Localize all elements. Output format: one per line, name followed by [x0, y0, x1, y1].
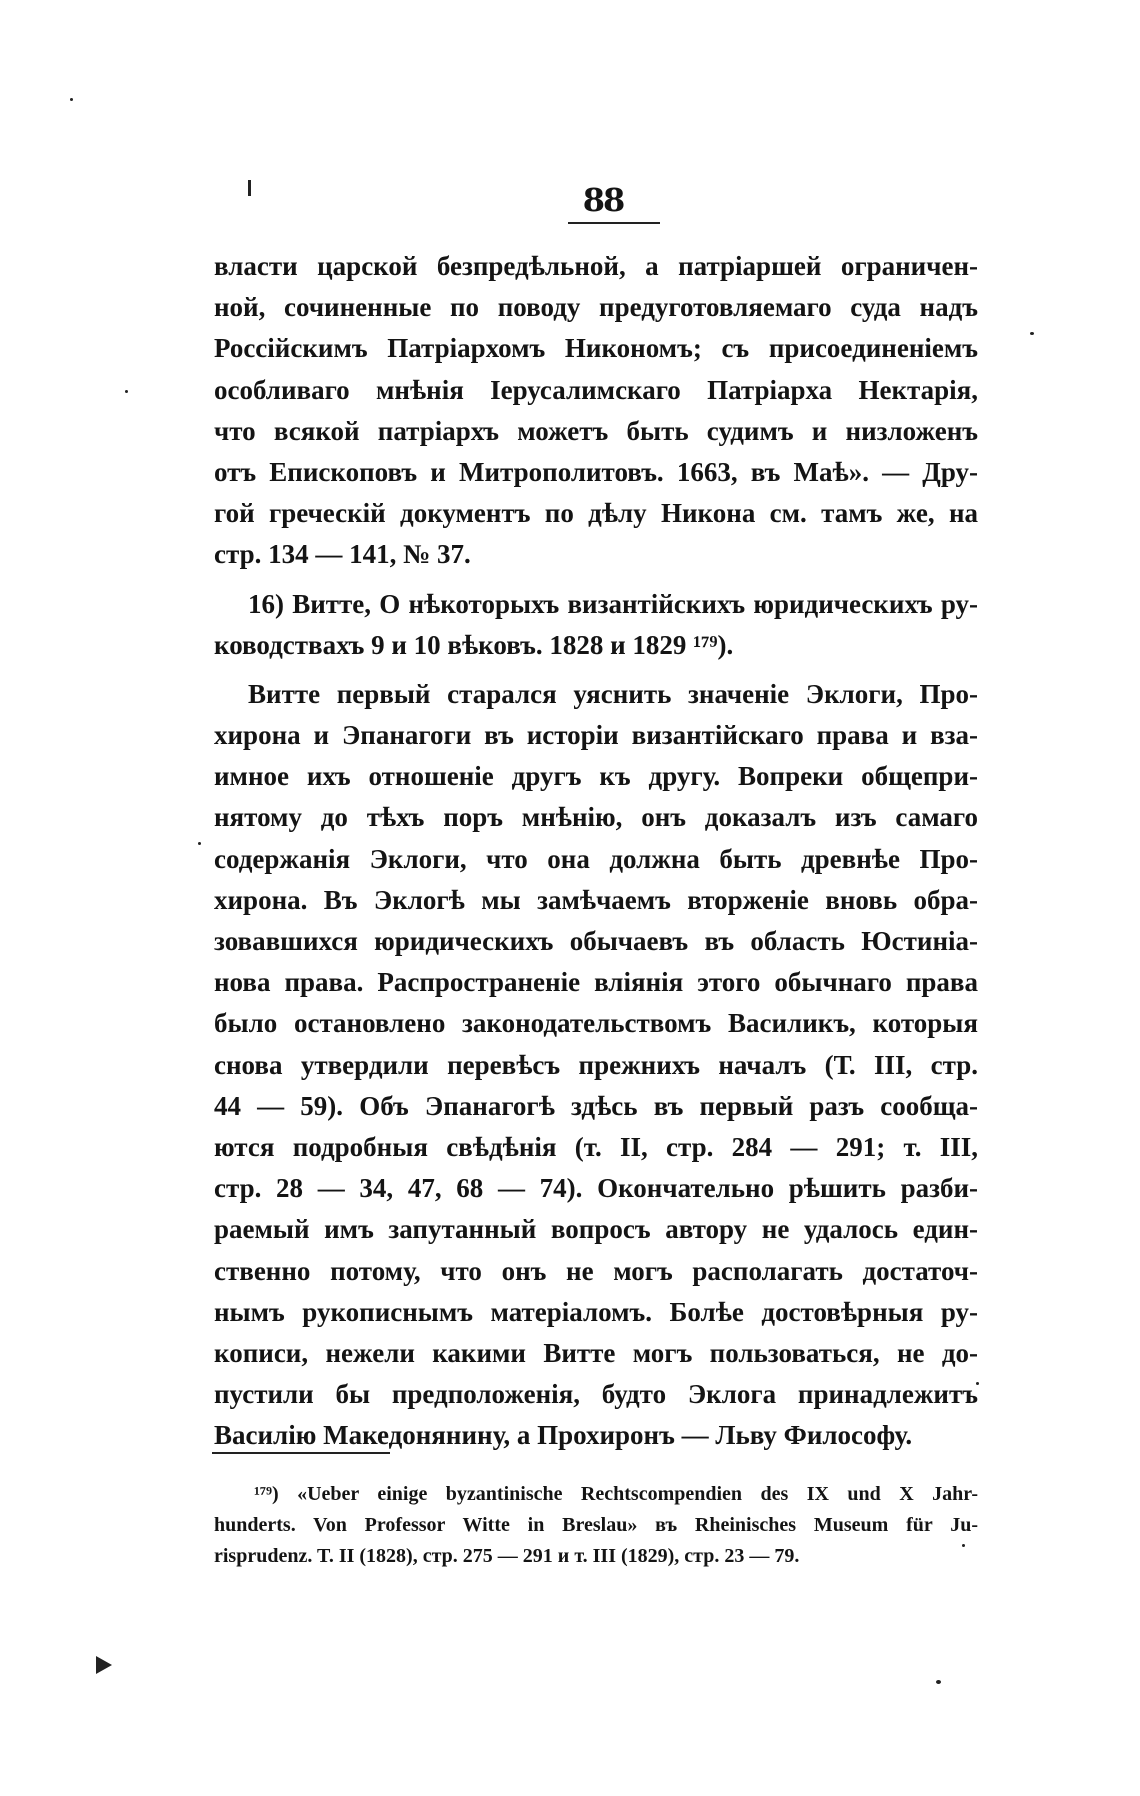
scan-speck: [936, 1680, 941, 1684]
text-line: стр. 134 — 141, № 37.: [214, 539, 471, 570]
paragraph-line: Василію Македонянину, а Прохиронъ — Льву Философу.: [214, 1420, 913, 1451]
text-line: гой греческій документъ по дѣлу Никона см. тамъ же, на: [214, 498, 978, 529]
footnote-rule: [212, 1452, 390, 1454]
margin-arrow-icon: [96, 1656, 112, 1674]
paragraph-line: хирона. Въ Эклогѣ мы замѣчаемъ вторженіе вновь обра-: [214, 884, 978, 915]
paragraph-line: стр. 28 — 34, 47, 68 — 74). Окончательно рѣшить разби-: [214, 1173, 978, 1204]
text-line: ной, сочиненные по поводу предуготовляемаго суда надъ: [214, 292, 978, 323]
paragraph-line: нова права. Распространеніе вліянія этого обычнаго права: [214, 967, 978, 998]
paragraph-line: раемый имъ запутанный вопросъ автору не удалось един-: [214, 1214, 978, 1245]
paragraph-line: кописи, нежели какими Витте могъ пользоваться, не до-: [214, 1337, 978, 1368]
paragraph-line: было остановлено законодательствомъ Василикъ, которыя: [214, 1008, 978, 1039]
footnote-block: [214, 1479, 978, 1572]
paragraph-line: хирона и Эпанагоги въ исторіи византійскаго права и вза-: [214, 720, 978, 751]
paragraph-line: пустили бы предположенія, будто Эклога принадлежитъ: [214, 1379, 978, 1410]
paragraph-line: зовавшихся юридическихъ обычаевъ въ область Юстиніа-: [214, 926, 978, 956]
scan-speck: [125, 390, 128, 393]
paragraph-line: нымъ рукописнымъ матеріаломъ. Болѣе достовѣрныя ру-: [214, 1296, 978, 1327]
paragraph-line: нятому до тѣхъ поръ мнѣнію, онъ доказалъ изъ самаго: [214, 802, 978, 833]
main-text: [214, 246, 978, 1456]
paragraph-line: ственно потому, что онъ не могъ располагать достаточ-: [214, 1255, 978, 1286]
paragraph-line: ются подробныя свѣдѣнія (т. II, стр. 284 — 291; т. III,: [214, 1131, 978, 1162]
header-rule: [568, 222, 660, 224]
text-line: власти царской безпредѣльной, а патріаршей ограничен-: [214, 251, 978, 281]
paragraph-line: снова утвердили перевѣсъ прежнихъ началъ (Т. III, стр.: [214, 1049, 978, 1080]
footnote-line: hunderts. Von Professor Witte in Breslau» въ Rheinisches Museum für Ju-: [214, 1514, 978, 1536]
text-line: что всякой патріархъ можетъ быть судимъ и низложенъ: [214, 415, 978, 446]
text-line: Россійскимъ Патріархомъ Никономъ; съ присоединеніемъ: [214, 333, 978, 364]
section-heading-line: ководствахъ 9 и 10 вѣковъ. 1828 и 1829 ¹⁷⁹).: [214, 629, 734, 660]
paragraph-line: Витте первый старался уяснить значеніе Эклоги, Про-: [248, 678, 978, 709]
paragraph-line: содержанія Эклоги, что она должна быть древнѣе Про-: [214, 843, 978, 874]
scan-speck: [1030, 332, 1034, 335]
text-line: отъ Епископовъ и Митрополитовъ. 1663, въ Маѣ». — Дру-: [214, 456, 978, 487]
footnote-line: ¹⁷⁹) «Ueber einige byzantinische Rechtscompendien des IX und X Jahr-: [254, 1483, 978, 1505]
page-number: 88: [582, 181, 624, 219]
scan-mark: [248, 180, 251, 196]
scan-speck: [198, 842, 201, 845]
section-heading-line: 16) Витте, О нѣкоторыхъ византійскихъ юридическихъ ру-: [248, 588, 978, 619]
paragraph-line: 44 — 59). Объ Эпанагогѣ здѣсь въ первый разъ сообща-: [214, 1090, 978, 1121]
scan-speck: [70, 98, 73, 101]
footnote-line: risprudenz. T. II (1828), стр. 275 — 291 и т. III (1829), стр. 23 — 79.: [214, 1545, 800, 1567]
text-line: особливаго мнѣнія Іерусалимскаго Патріарха Нектарія,: [214, 374, 978, 405]
paragraph-line: имное ихъ отношеніе другъ къ другу. Вопреки общепри-: [214, 761, 978, 792]
